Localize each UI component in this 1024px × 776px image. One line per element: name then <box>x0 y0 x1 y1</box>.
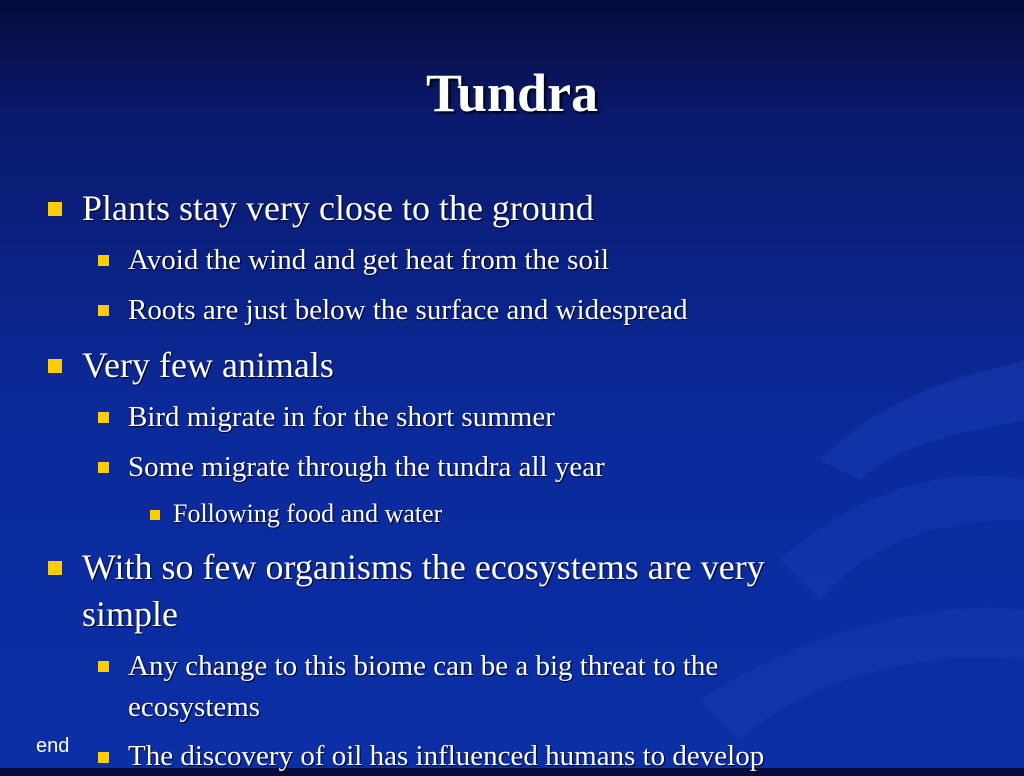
bullet-2-2-text: Some migrate through the tundra all year <box>128 451 605 483</box>
bullet-3-1-text-line2: ecosystems <box>128 691 261 723</box>
bullet-3-text-line1: With so few organisms the ecosystems are very <box>82 547 765 587</box>
bullet-2-text: Very few animals <box>82 345 334 385</box>
bullet-square-icon <box>98 752 109 763</box>
bullet-1-2-text: Roots are just below the surface and widespread <box>128 294 688 326</box>
bullet-2-1-text: Bird migrate in for the short summer <box>128 401 555 433</box>
bullet-1-1-text: Avoid the wind and get heat from the soil <box>128 244 610 276</box>
bullet-square-icon <box>98 661 109 672</box>
bullet-square-icon <box>98 305 109 316</box>
slide-title: Tundra <box>425 63 599 123</box>
bullet-2-2-1-text: Following food and water <box>173 499 443 528</box>
bullet-3-1-text-line1: Any change to this biome can be a big threat to the <box>128 650 719 682</box>
bullet-3-2-text: The discovery of oil has influenced humans to develop <box>128 740 765 772</box>
bullet-square-icon <box>98 255 109 266</box>
bullet-square-icon <box>48 561 62 575</box>
bullet-3-text-line2: simple <box>82 594 178 634</box>
bullet-1-text: Plants stay very close to the ground <box>82 188 594 228</box>
bullet-square-icon <box>48 359 62 373</box>
bullet-square-icon <box>48 202 62 216</box>
end-link[interactable]: end <box>36 735 70 757</box>
bullet-square-icon <box>150 510 160 520</box>
bullet-square-icon <box>98 462 109 473</box>
bullet-square-icon <box>98 412 109 423</box>
